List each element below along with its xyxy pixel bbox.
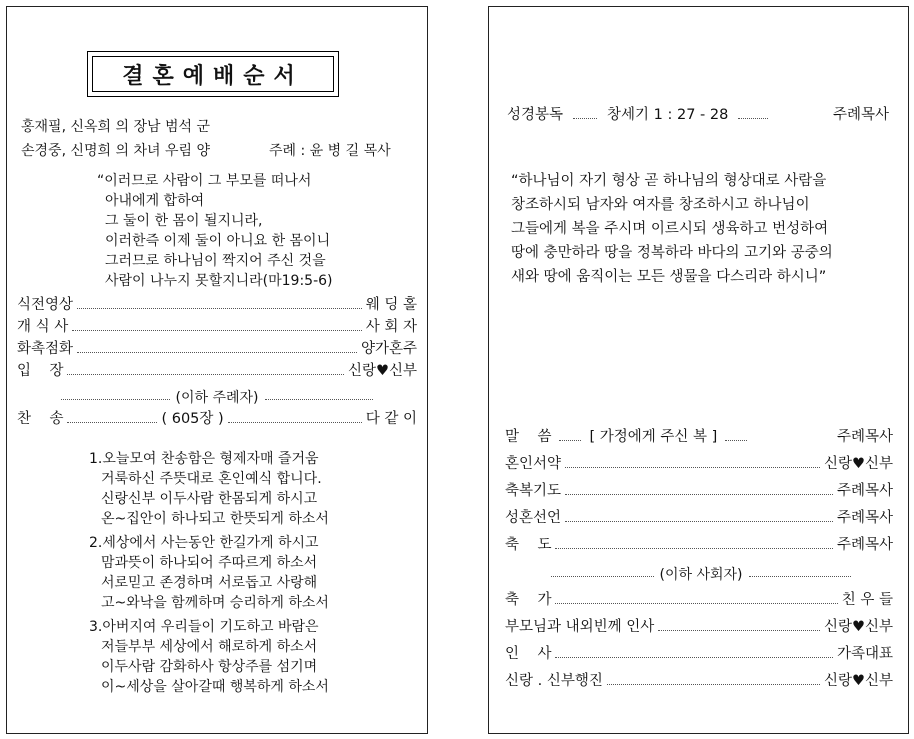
leader-dots bbox=[67, 374, 344, 375]
program-row bbox=[505, 644, 893, 664]
leader-dots bbox=[725, 440, 747, 441]
program-row bbox=[505, 481, 893, 501]
program-by: 양가혼주 bbox=[360, 341, 417, 357]
program-by: 신랑♥신부 bbox=[823, 456, 893, 472]
verse-line: “하나님이 자기 형상 곧 하나님의 형상대로 사람을 bbox=[511, 173, 827, 189]
left-page bbox=[6, 6, 428, 734]
program-row bbox=[505, 671, 893, 691]
leader-dots bbox=[77, 308, 362, 309]
program-by: 주례목사 bbox=[836, 429, 893, 445]
program-by: 신랑♥신부 bbox=[823, 619, 893, 635]
hymn-line: 거룩하신 주뜻대로 혼인예식 합니다. bbox=[101, 471, 322, 487]
program-row bbox=[505, 617, 893, 637]
hymn-line: 맘과뜻이 하나되어 주따르게 하소서 bbox=[101, 555, 318, 571]
scripture-line: “이러므로 사람이 그 부모를 떠나서 bbox=[97, 173, 312, 189]
leader-dots bbox=[565, 494, 833, 495]
program-item: 부모님과 내외빈께 인사 bbox=[505, 619, 655, 635]
verse-line: 창조하시되 남자와 여자를 창조하시고 하나님이 bbox=[511, 197, 810, 213]
hymn-line: 이두사람 감화하사 항상주를 섬기며 bbox=[101, 659, 318, 675]
program-row bbox=[17, 295, 417, 315]
program-item: 인 사 bbox=[505, 646, 552, 662]
hymn-line: 고~와낙을 함께하며 승리하게 하소서 bbox=[101, 595, 329, 611]
leader-dots bbox=[573, 118, 597, 119]
scripture-line: 이러한즉 이제 둘이 아니요 한 몸이니 bbox=[105, 233, 331, 249]
hymn-line: 저들부부 세상에서 해로하게 하소서 bbox=[101, 639, 318, 655]
title-box bbox=[87, 51, 339, 97]
verse-line: 새와 땅에 움직이는 모든 생물을 다스리라 하시니” bbox=[511, 269, 827, 285]
hymn-line: 온~집안이 하나되고 한뜻되게 하소서 bbox=[101, 511, 329, 527]
program-by: 주례목사 bbox=[836, 510, 893, 526]
program-item: 입 장 bbox=[17, 363, 64, 379]
program-by: 친 우 들 bbox=[841, 592, 893, 608]
program-item: 개 식 사 bbox=[17, 319, 69, 335]
program-item: 축복기도 bbox=[505, 483, 562, 499]
program-by: 주례목사 bbox=[832, 107, 889, 123]
program-item: 축 도 bbox=[505, 537, 552, 553]
hymn-number: ( 605장 ) bbox=[161, 411, 224, 427]
verse-line: 땅에 충만하라 땅을 정복하라 바다의 고기와 공중의 bbox=[511, 245, 833, 261]
program-item: 혼인서약 bbox=[505, 456, 562, 472]
program-item: 찬 송 bbox=[17, 411, 64, 427]
program-row bbox=[505, 590, 893, 610]
officiant: 주례 : 윤 병 길 목사 bbox=[269, 143, 391, 159]
sermon-title: [ 가정에게 주신 복 ] bbox=[589, 429, 718, 445]
hymn-line: 서로믿고 존경하며 서로돕고 사랑해 bbox=[101, 575, 318, 591]
sermon-row bbox=[505, 427, 893, 447]
leader-dots bbox=[555, 657, 833, 658]
program-row bbox=[17, 339, 417, 359]
hymn-line: 2.세상에서 사는동안 한길가게 하시고 bbox=[89, 535, 319, 551]
hymn-row bbox=[17, 409, 417, 429]
groom-family: 홍재필, 신옥희 의 장남 범석 군 bbox=[21, 119, 210, 135]
program-row bbox=[505, 508, 893, 528]
program-row bbox=[17, 317, 417, 337]
program-item: 성경봉독 bbox=[507, 107, 564, 123]
scripture-line: 그 둘이 한 몸이 될지니라, bbox=[105, 213, 263, 229]
leader-dots bbox=[565, 467, 820, 468]
program-by: 주례목사 bbox=[836, 483, 893, 499]
program-row bbox=[505, 535, 893, 555]
program-item: 신랑 . 신부행진 bbox=[505, 673, 603, 689]
leader-dots bbox=[559, 440, 581, 441]
section-label: (이하 주례자) bbox=[175, 390, 259, 406]
program-by: 사 회 자 bbox=[365, 319, 417, 335]
program-by: 주례목사 bbox=[836, 537, 893, 553]
program-by: 다 같 이 bbox=[365, 411, 417, 427]
scripture-reference: 창세기 1 : 27 - 28 bbox=[607, 107, 729, 123]
page-title: 결혼예배순서 bbox=[92, 56, 334, 92]
leader-dots bbox=[738, 118, 768, 119]
program-item: 말 씀 bbox=[505, 429, 552, 445]
leader-dots bbox=[555, 548, 833, 549]
program-by: 신랑♥신부 bbox=[823, 673, 893, 689]
section-label: (이하 사회자) bbox=[659, 567, 743, 583]
program-by: 신랑♥신부 bbox=[347, 363, 417, 379]
right-page bbox=[488, 6, 909, 734]
leader-dots bbox=[607, 684, 820, 685]
program-item: 축 가 bbox=[505, 592, 552, 608]
program-row bbox=[17, 361, 417, 381]
leader-dots bbox=[72, 330, 362, 331]
hymn-line: 1.오늘모여 찬송함은 형제자매 즐거움 bbox=[89, 451, 319, 467]
program-by: 가족대표 bbox=[836, 646, 893, 662]
reading-row bbox=[507, 105, 889, 125]
scripture-line: 아내에게 합하여 bbox=[105, 193, 205, 209]
bride-family: 손경중, 신명희 의 차녀 우림 양 bbox=[21, 143, 210, 159]
leader-dots bbox=[565, 521, 833, 522]
section-divider bbox=[61, 387, 373, 407]
leader-dots bbox=[555, 603, 837, 604]
program-row bbox=[505, 454, 893, 474]
program-by: 웨 딩 홀 bbox=[365, 297, 417, 313]
leader-dots bbox=[228, 422, 362, 423]
program-item: 화촉점화 bbox=[17, 341, 74, 357]
leader-dots bbox=[658, 630, 820, 631]
program-item: 식전영상 bbox=[17, 297, 74, 313]
scripture-line: 사람이 나누지 못할지니라(마19:5-6) bbox=[105, 273, 333, 289]
leader-dots bbox=[77, 352, 357, 353]
scripture-line: 그러므로 하나님이 짝지어 주신 것을 bbox=[105, 253, 326, 269]
leader-dots bbox=[67, 422, 157, 423]
hymn-line: 3.아버지여 우리들이 기도하고 바람은 bbox=[89, 619, 319, 635]
verse-line: 그들에게 복을 주시며 이르시되 생육하고 번성하여 bbox=[511, 221, 829, 237]
program-item: 성혼선언 bbox=[505, 510, 562, 526]
section-divider bbox=[551, 564, 851, 584]
hymn-line: 이~세상을 살아갈때 행복하게 하소서 bbox=[101, 679, 329, 695]
hymn-line: 신랑신부 이두사람 한몸되게 하시고 bbox=[101, 491, 318, 507]
